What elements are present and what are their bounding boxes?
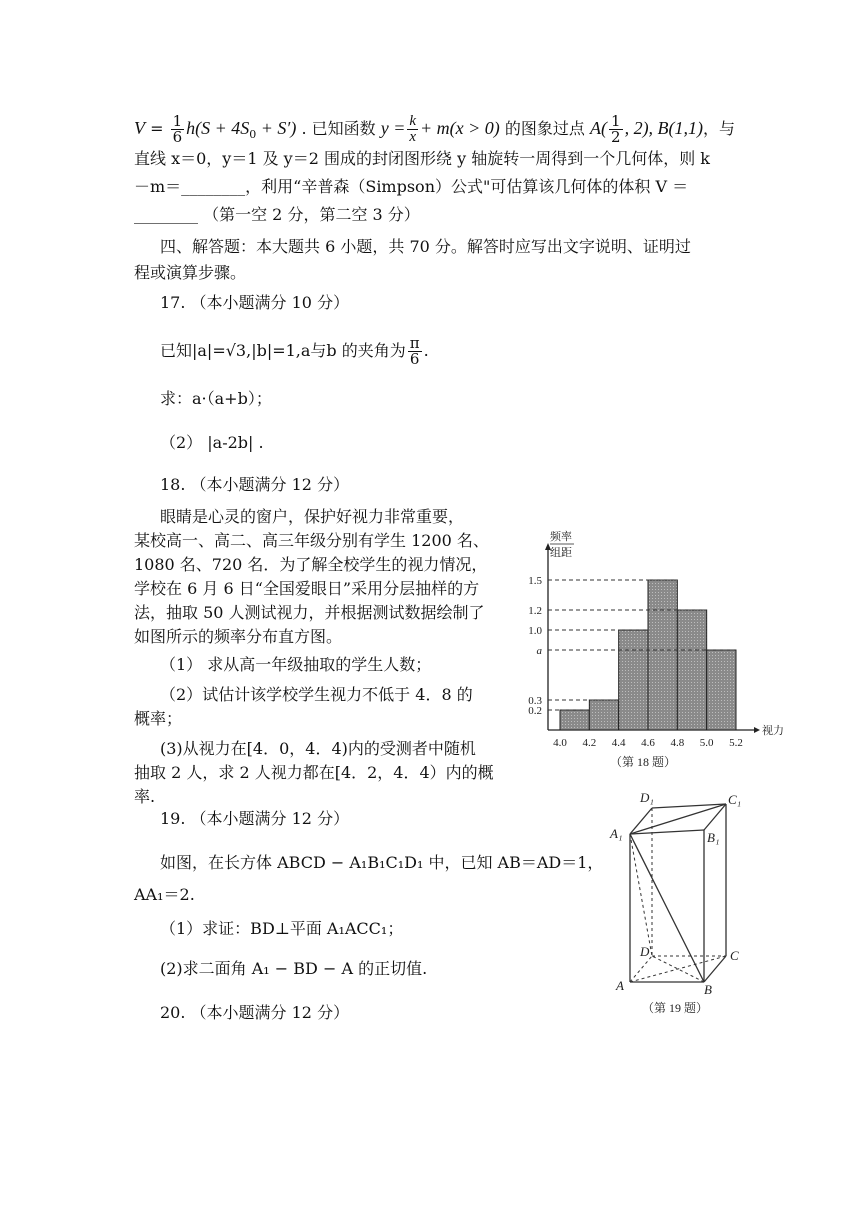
label-d1: D₁: [640, 790, 654, 805]
section-4-heading-cont: 程或演算步骤。: [134, 263, 247, 282]
section-4-heading: 四、解答题：本大题共 6 小题，共 70 分。解答时应写出文字说明、证明过: [160, 237, 691, 256]
histogram-bar: [619, 630, 648, 730]
label-a1: A₁: [610, 826, 623, 841]
y-tick-label: a: [536, 645, 542, 657]
simpson-formula-line: V = $\frac{1}{6}$ $h(S + 4S_0 + S')$ . 已知函数 y = $\frac{k}{x}$ + m(x > 0) 的图象过点 A( $\frac{1}{2}$ , 2), B(1,1)，与: [134, 112, 736, 146]
question-18-sub-3: (3)从视力在[4．0，4．4)内的受测者中随机: [160, 739, 476, 758]
histogram-bar: [707, 650, 736, 730]
question-17-ask: 求：a·（a+b）；: [160, 389, 272, 408]
question-18-text-1: 眼睛是心灵的窗户，保护好视力非常重要，: [160, 507, 465, 526]
question-18-text-6: 如图所示的频率分布直方图。: [134, 627, 343, 646]
y-tick-label: 0.3: [528, 695, 542, 707]
y-tick-label: 1.0: [528, 625, 542, 637]
x-tick-label: 4.0: [553, 737, 567, 749]
question-19-text-1: 如图，在长方体 ABCD − A₁B₁C₁D₁ 中，已知 AB＝AD＝1，: [160, 853, 604, 872]
question-19-sub-1: （1）求证：BD⊥平面 A₁ACC₁；: [160, 919, 404, 938]
question-18-sub-2-cont: 概率；: [134, 709, 183, 728]
frequency-histogram: [508, 526, 784, 776]
y-tick-label: 1.5: [528, 575, 542, 587]
question-17-heading: 17. （本小题满分 10 分）: [160, 293, 350, 312]
fraction-one-half: $\frac{1}{2}$: [611, 112, 621, 146]
question-19-text-2: AA₁＝2.: [134, 885, 195, 904]
label-b1: B₁: [707, 830, 720, 845]
question-17-part-2: （2） |a-2b| .: [160, 433, 264, 452]
y-tick-label: 1.2: [528, 605, 542, 617]
hidden-edge-a-d: [630, 956, 652, 982]
cuboid-figure: [604, 790, 764, 1020]
label-a: A: [616, 978, 624, 993]
label-d: D: [640, 944, 650, 959]
x-tick-label: 4.2: [582, 737, 597, 749]
edge-a1-b: [630, 834, 704, 982]
edge-b-c: [704, 956, 726, 982]
fraction-pi-over-6: $\frac{\pi}{6}$: [409, 334, 420, 368]
x-tick-label: 4.6: [641, 737, 655, 749]
y-axis-label-top: 频率: [550, 531, 572, 543]
histogram-bar: [648, 580, 677, 730]
histogram-bar: [589, 700, 618, 730]
question-16-line-3: －m＝________，利用“辛普森（Simpson）公式"可估算该几何体的体积 V ＝: [134, 177, 689, 196]
question-17-given: 已知|a|=√3,|b|=1,a与b 的夹角为 $\frac{\pi}{6}$ .: [160, 334, 429, 368]
question-18-heading: 18. （本小题满分 12 分）: [160, 475, 350, 494]
question-18-sub-2: （2）试估计该学校学生视力不低于 4．8 的: [160, 685, 473, 704]
question-16-line-4: ________ （第一空 2 分，第二空 3 分）: [134, 205, 420, 224]
histogram-bar: [677, 610, 706, 730]
hidden-edge-a1-d: [630, 834, 652, 956]
x-axis-label: 视力: [762, 725, 784, 737]
x-tick-label: 5.2: [729, 737, 743, 749]
question-18-text-3: 1080 名、720 名．为了解全校学生的视力情况，: [134, 555, 488, 574]
question-18-text-2: 某校高一、高二、高三年级分别有学生 1200 名、: [134, 531, 489, 550]
x-tick-label: 5.0: [699, 737, 714, 749]
question-19-sub-2: (2)求二面角 A₁ − BD − A 的正切值.: [160, 959, 428, 978]
chart-caption: （第 18 题）: [610, 755, 677, 769]
label-b: B: [704, 982, 712, 997]
fraction-k-over-x: $\frac{k}{x}$: [409, 113, 417, 145]
x-tick-label: 4.8: [670, 737, 685, 749]
question-18-text-5: 法，抽取 50 人测试视力，并根据测试数据绘制了: [134, 603, 485, 622]
label-c: C: [730, 948, 739, 963]
question-20-heading: 20. （本小题满分 12 分）: [160, 1003, 350, 1022]
figure-19-caption: （第 19 题）: [642, 1001, 709, 1015]
label-c1: C₁: [728, 792, 742, 807]
fraction-one-sixth: $\frac{1}{6}$: [172, 112, 183, 146]
x-axis-arrow: [754, 727, 760, 733]
question-18-text-4: 学校在 6 月 6 日“全国爱眼日”采用分层抽样的方: [134, 579, 480, 598]
histogram-bar: [560, 710, 589, 730]
y-axis-label-bottom: 组距: [550, 547, 572, 559]
question-18-sub-1: （1） 求从高一年级抽取的学生人数；: [160, 655, 432, 674]
question-16-line-2: 直线 x＝0，y＝1 及 y＝2 围成的封闭图形绕 y 轴旋转一周得到一个几何体，则 k: [134, 149, 710, 168]
question-18-sub-3-end: 率.: [134, 787, 156, 806]
question-18-sub-3-cont: 抽取 2 人，求 2 人视力都在[4．2，4．4）内的概: [134, 763, 494, 782]
y-tick-label: 0.2: [528, 705, 542, 717]
question-19-heading: 19. （本小题满分 12 分）: [160, 809, 350, 828]
x-tick-label: 4.4: [611, 737, 626, 749]
hidden-edge-a-c: [630, 956, 726, 982]
